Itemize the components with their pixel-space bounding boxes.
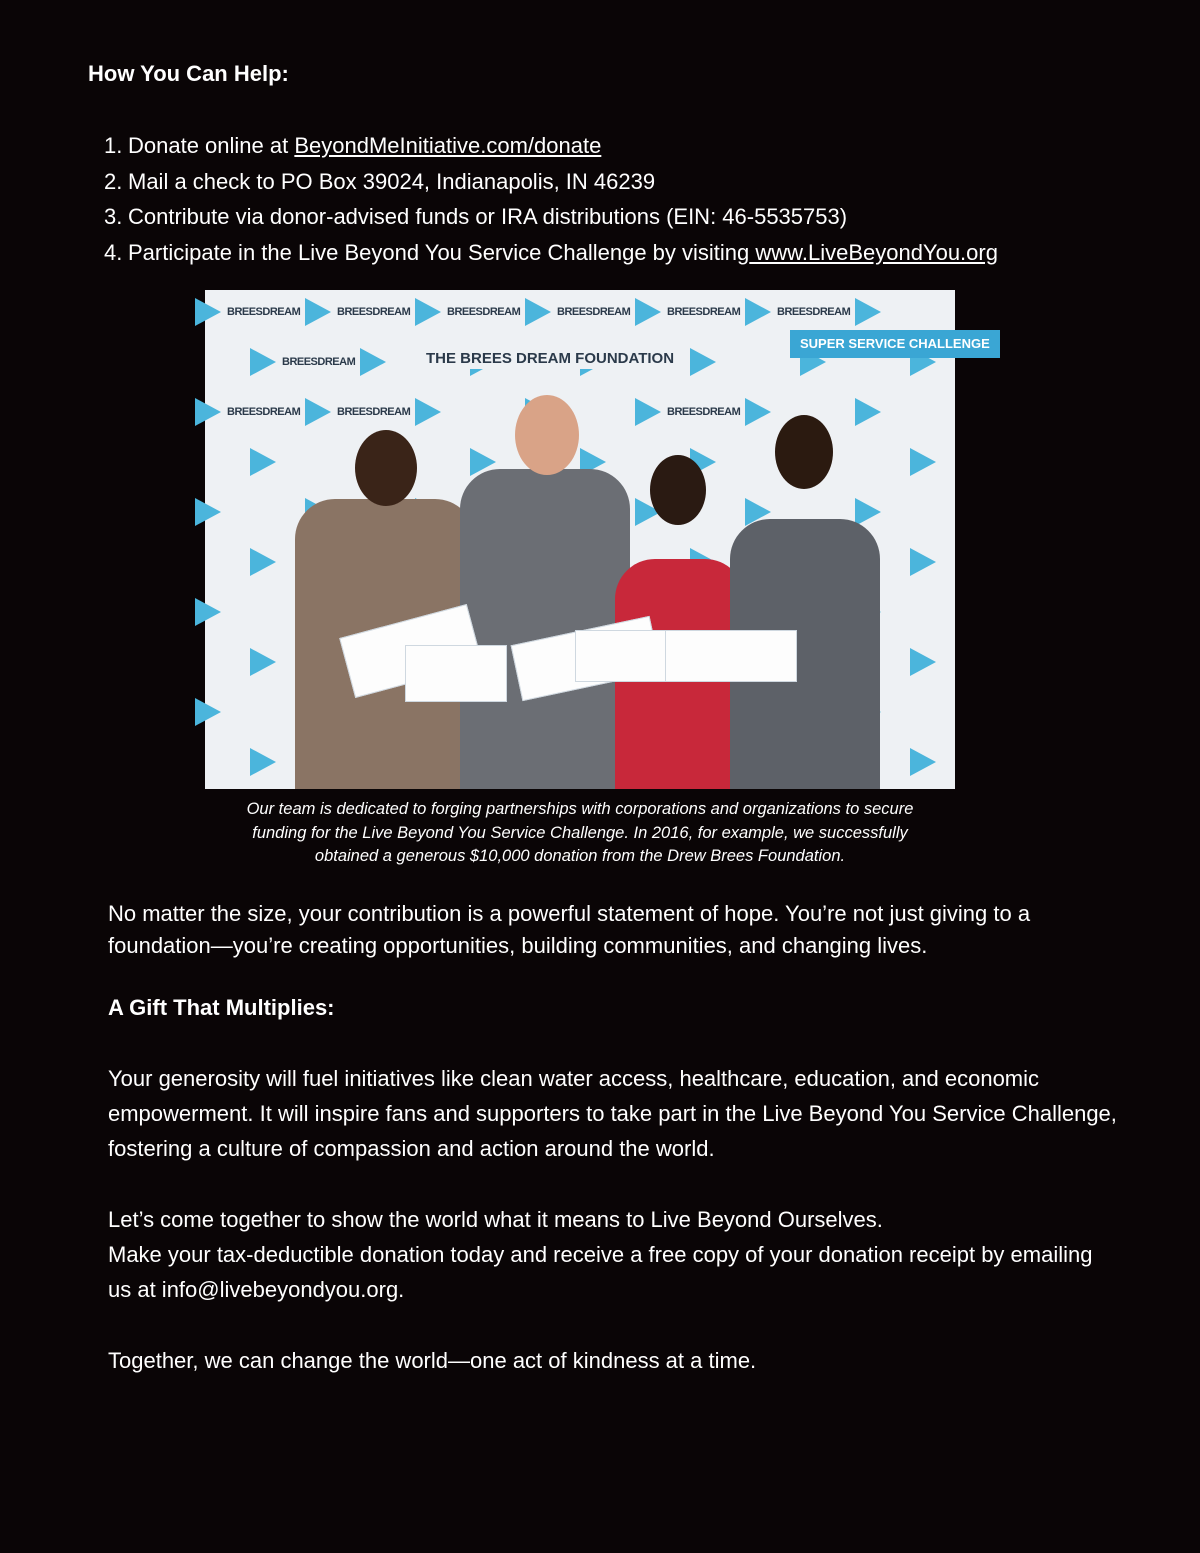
closing-line: Let’s come together to show the world what it means to Live Beyond Ourselves.: [108, 1207, 883, 1232]
backdrop-logo-text: BREESDREAM: [337, 306, 411, 318]
list-text: Contribute via donor-advised funds or IRA distributions (EIN: 46-5535753): [128, 204, 848, 229]
check: [575, 630, 667, 682]
person-head: [775, 415, 833, 489]
backdrop-triangle-icon: [635, 298, 661, 326]
backdrop-triangle-icon: [250, 348, 276, 376]
backdrop-logo-text: BREESDREAM: [667, 406, 741, 418]
caption-line: obtained a generous $10,000 donation from the Drew Brees Foundation.: [314, 847, 846, 865]
backdrop-triangle-icon: [195, 298, 221, 326]
backdrop-triangle-icon: [910, 548, 936, 576]
backdrop-triangle-icon: [360, 348, 386, 376]
list-number: 1.: [104, 133, 123, 158]
backdrop-triangle-icon: [195, 498, 221, 526]
backdrop-logo-text: BREESDREAM: [777, 306, 851, 318]
backdrop-triangle-icon: [195, 698, 221, 726]
list-number: 4.: [104, 239, 123, 265]
list-item: [104, 199, 998, 235]
photo-caption: [200, 798, 960, 869]
check: [405, 645, 507, 702]
final-line: Together, we can change the world—one act of kindness at a time.: [108, 1348, 757, 1373]
gift-heading: A Gift That Multiplies:: [108, 995, 335, 1020]
event-photo: [205, 290, 990, 789]
backdrop-triangle-icon: [250, 448, 276, 476]
closing-block: [108, 1202, 1118, 1307]
list-number: 3.: [104, 204, 123, 229]
backdrop-triangle-icon: [745, 298, 771, 326]
list-item: [104, 128, 998, 164]
backdrop-triangle-icon: [250, 548, 276, 576]
person-head: [515, 395, 579, 475]
backdrop-logo-text: BREESDREAM: [447, 306, 521, 318]
backdrop-triangle-icon: [250, 748, 276, 776]
closing-line: Make your tax-deductible donation today and receive a free copy of your donation receipt by emailing us at info@livebeyondyou.org.: [108, 1242, 1093, 1302]
donate-link[interactable]: BeyondMeInitiative.com/donate: [294, 133, 602, 158]
backdrop-triangle-icon: [195, 398, 221, 426]
backdrop-triangle-icon: [195, 598, 221, 626]
person-head: [355, 430, 417, 506]
backdrop-logo-text: BREESDREAM: [667, 306, 741, 318]
help-list: [104, 128, 998, 270]
backdrop-triangle-icon: [250, 648, 276, 676]
brees-dream-foundation-logo: THE BREES DREAM FOUNDATION: [420, 348, 680, 369]
caption-line: Our team is dedicated to forging partnerships with corporations and organizations to secure: [246, 800, 914, 818]
intro-paragraph: No matter the size, your contribution is a powerful statement of hope. You’re not just giving to a foundation—you’re creating opportunities, building communities, and changing lives.: [108, 901, 1031, 958]
backdrop-logo-text: BREESDREAM: [227, 306, 301, 318]
check: [665, 630, 797, 682]
list-text: Donate online at: [128, 133, 289, 158]
caption-line: funding for the Live Beyond You Service Challenge. In 2016, for example, we successfully: [252, 823, 908, 842]
backdrop-triangle-icon: [910, 448, 936, 476]
backdrop-logo-text: BREESDREAM: [337, 406, 411, 418]
backdrop-triangle-icon: [415, 298, 441, 326]
list-text: Participate in the Live Beyond You Service Challenge by visiting: [128, 239, 750, 265]
list-text: Mail a check to PO Box 39024, Indianapolis, IN 46239: [128, 168, 656, 194]
backdrop-triangle-icon: [910, 648, 936, 676]
how-you-can-help-heading: How You Can Help:: [88, 61, 289, 86]
backdrop-triangle-icon: [525, 298, 551, 326]
backdrop-triangle-icon: [690, 348, 716, 376]
list-number: 2.: [104, 168, 123, 194]
backdrop-triangle-icon: [745, 398, 771, 426]
person-head: [650, 455, 706, 525]
gift-paragraph: Your generosity will fuel initiatives like clean water access, healthcare, education, and economic empowerment. It will inspire fans and supporters to take part in the Live Beyond You Service Challenge, fostering a culture of compassion and action around the world.: [108, 1066, 1117, 1161]
backdrop-triangle-icon: [305, 398, 331, 426]
backdrop-triangle-icon: [855, 498, 881, 526]
backdrop-triangle-icon: [415, 398, 441, 426]
list-item: [104, 164, 998, 200]
backdrop-triangle-icon: [855, 398, 881, 426]
backdrop-logo-text: BREESDREAM: [227, 406, 301, 418]
backdrop-triangle-icon: [635, 398, 661, 426]
backdrop-triangle-icon: [855, 298, 881, 326]
backdrop-logo-text: BREESDREAM: [282, 356, 356, 368]
backdrop-triangle-icon: [305, 298, 331, 326]
live-beyond-you-link[interactable]: www.LiveBeyondYou.org: [749, 239, 998, 265]
list-item: [104, 235, 998, 271]
backdrop-triangle-icon: [910, 748, 936, 776]
super-service-challenge-logo: SUPER SERVICE CHALLENGE: [790, 330, 1000, 358]
backdrop-logo-text: BREESDREAM: [557, 306, 631, 318]
